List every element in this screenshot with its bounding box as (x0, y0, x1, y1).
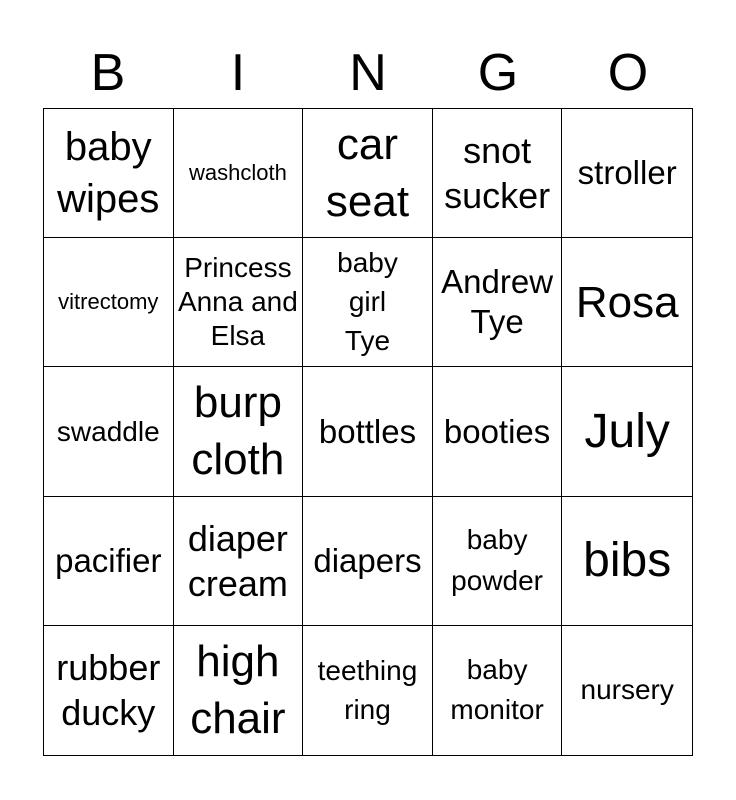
header-letter-n: N (349, 44, 387, 102)
bingo-cell[interactable] (303, 367, 433, 496)
header-letter-g: G (477, 44, 519, 102)
cell-text: baby girl Tye (337, 247, 398, 356)
bingo-cell[interactable] (433, 626, 563, 755)
cell-text: July (584, 404, 670, 458)
bingo-cell[interactable] (433, 497, 563, 626)
cell-text: vitrectomy (58, 289, 159, 315)
bingo-cell[interactable] (174, 238, 304, 367)
bingo-cell[interactable] (174, 109, 304, 238)
bingo-cell[interactable] (433, 238, 563, 367)
bingo-cell[interactable] (562, 238, 692, 367)
cell-text: car seat (325, 119, 410, 227)
cell-text: Andrew Tye (441, 263, 554, 341)
cell-text: Princess Anna and Elsa (177, 252, 298, 352)
cell-text: booties (443, 412, 551, 450)
cell-text: high chair (190, 637, 286, 744)
cell-text: bottles (318, 412, 417, 450)
cell-text: washcloth (188, 159, 287, 185)
bingo-cell[interactable] (44, 109, 174, 238)
bingo-header (43, 38, 693, 108)
cell-text: diapers (313, 541, 422, 579)
bingo-cell[interactable] (44, 626, 174, 755)
bingo-cell[interactable] (44, 497, 174, 626)
cell-text: baby monitor (450, 653, 544, 726)
bingo-cell[interactable] (303, 626, 433, 755)
cell-text: snot sucker (444, 130, 551, 217)
bingo-cell[interactable] (433, 367, 563, 496)
bingo-card-grid (43, 108, 693, 756)
bingo-cell[interactable] (562, 626, 692, 755)
cell-text: bibs (583, 533, 672, 587)
bingo-cell[interactable] (174, 497, 304, 626)
bingo-cell[interactable] (562, 367, 692, 496)
cell-text: rubber ducky (56, 647, 161, 734)
bingo-cell[interactable] (44, 367, 174, 496)
header-letter-i: I (230, 44, 246, 102)
bingo-cell[interactable] (303, 109, 433, 238)
cell-text: baby powder (451, 524, 544, 596)
cell-text: stroller (577, 154, 677, 192)
header-letter-o: O (607, 44, 649, 102)
cell-text: baby wipes (57, 125, 160, 222)
cell-text: Rosa (575, 277, 679, 327)
cell-text: pacifier (55, 541, 162, 579)
header-letter-b: B (90, 44, 126, 102)
bingo-cell[interactable] (562, 109, 692, 238)
cell-text: teething ring (317, 655, 418, 726)
cell-text: burp cloth (191, 378, 285, 485)
bingo-cell[interactable] (174, 626, 304, 755)
bingo-cell[interactable] (303, 497, 433, 626)
cell-text: diaper cream (187, 517, 288, 604)
cell-text: nursery (580, 674, 674, 706)
bingo-cell[interactable] (433, 109, 563, 238)
bingo-cell[interactable] (44, 238, 174, 367)
cell-text: swaddle (56, 415, 160, 447)
bingo-cell[interactable] (303, 238, 433, 367)
bingo-cell[interactable] (562, 497, 692, 626)
bingo-cell[interactable] (174, 367, 304, 496)
